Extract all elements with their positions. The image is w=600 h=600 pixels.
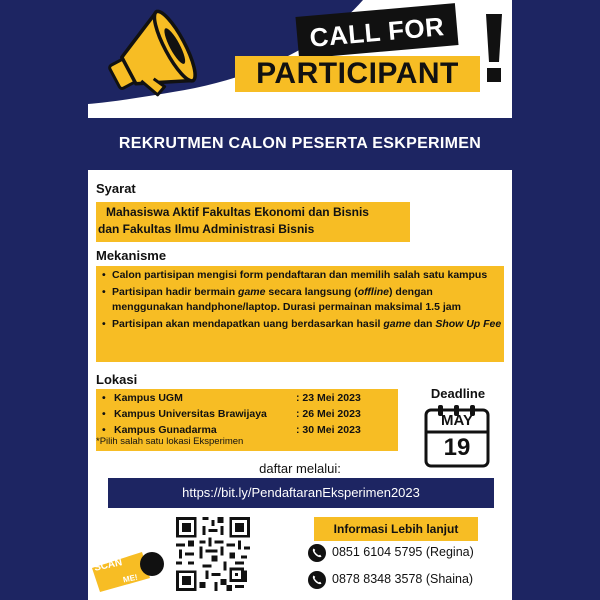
syarat-heading: Syarat — [96, 181, 136, 196]
mekanisme-heading: Mekanisme — [96, 248, 167, 263]
call-for-text: CALL FOR — [308, 11, 446, 53]
scan-label: SCAN — [93, 557, 124, 574]
registration-url-link[interactable]: https://bit.ly/PendaftaranEksperimen2023 — [182, 485, 420, 500]
mekanisme-item: • Calon partisipan mengisi form pendaftaran dan memilih salah satu kampus — [96, 268, 506, 284]
contact-phone: 0878 8348 3578 (Shaina) — [332, 572, 474, 586]
registration-label: daftar melalui: — [259, 461, 341, 476]
lokasi-name: Kampus UGM — [114, 392, 183, 404]
mekanisme-item: • Partisipan hadir bermain game secara langsung (offline) dengan menggunakan handphone/laptop. Durasi permainan maksimal 1.5 jam — [96, 285, 506, 316]
lokasi-date: : 26 Mei 2023 — [296, 408, 361, 420]
syarat-line-2: dan Fakultas Ilmu Administrasi Bisnis — [98, 222, 315, 236]
lokasi-name: Kampus Gunadarma — [114, 424, 217, 436]
phone-icon — [308, 571, 326, 589]
megaphone-icon — [95, 2, 205, 102]
page-title: REKRUTMEN CALON PESERTA ESKPERIMEN — [118, 135, 482, 152]
lokasi-date: : 23 Mei 2023 — [296, 392, 361, 404]
syarat-line-1: Mahasiswa Aktif Fakultas Ekonomi dan Bisnis — [106, 205, 369, 219]
info-heading: Informasi Lebih lanjut — [333, 522, 459, 536]
exclamation-mark — [483, 12, 505, 84]
qr-code-icon[interactable] — [176, 517, 250, 591]
scan-label-sub: ME! — [122, 572, 139, 585]
phone-icon — [308, 544, 326, 562]
deadline-day: 19 — [443, 434, 471, 461]
participant-text: PARTICIPANT — [256, 57, 459, 90]
lokasi-note: *Pilih salah satu lokasi Eksperimen — [96, 436, 244, 447]
contact-phone: 0851 6104 5795 (Regina) — [332, 545, 474, 559]
lokasi-heading: Lokasi — [96, 372, 138, 387]
lokasi-date: : 30 Mei 2023 — [296, 424, 361, 436]
mekanisme-list — [96, 268, 506, 333]
deadline-label: Deadline — [430, 386, 486, 401]
mekanisme-item: • Partisipan akan mendapatkan uang berdasarkan hasil game dan Show Up Fee — [96, 317, 506, 333]
deadline-month: MAY — [441, 412, 473, 429]
lokasi-name: Kampus Universitas Brawijaya — [114, 408, 267, 420]
